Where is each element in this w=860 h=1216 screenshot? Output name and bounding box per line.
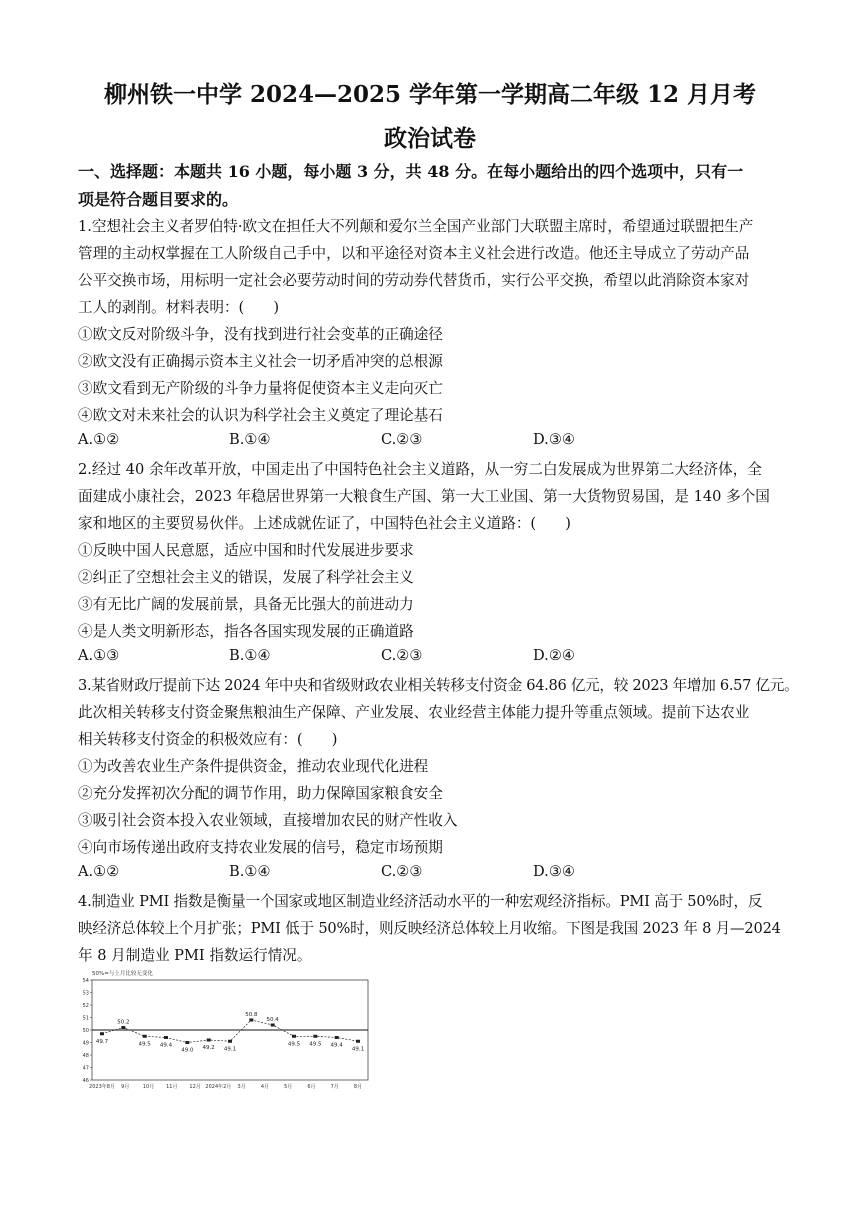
x-tick-label: 2024年2月 (205, 1084, 232, 1090)
x-tick-label: 7月 (330, 1084, 339, 1090)
q2-option-c[interactable]: C.②③ (381, 647, 423, 664)
data-point (185, 1041, 189, 1044)
x-tick-label: 6月 (307, 1084, 316, 1090)
x-tick-label: 4月 (260, 1084, 270, 1090)
data-label: 50.4 (266, 1017, 279, 1023)
data-label: 49.4 (159, 1042, 173, 1049)
q1-statement: ①欧文反对阶级斗争，没有找到进行社会变革的正确途径 (78, 326, 443, 343)
q4-stem-line: 映经济总体较上个月扩张；PMI 低于 50%时，则反映经济总体较上月收缩。下图是我国 2023 年 8 月—2024 (78, 920, 781, 937)
data-point (271, 1024, 275, 1027)
x-tick-label: 10月 (142, 1084, 155, 1090)
data-point (143, 1035, 147, 1038)
q3-option-b[interactable]: B.①④ (229, 863, 271, 880)
q1-stem-line: 管理的主动权掌握在工人阶级自己手中，以和平途径对资本主义社会进行改造。他还主导成立了劳动产品 (78, 245, 750, 262)
data-point (164, 1036, 168, 1039)
q4-stem-line: 年 8 月制造业 PMI 指数运行情况。 (78, 947, 312, 964)
data-point (313, 1035, 317, 1038)
q2-option-b[interactable]: B.①④ (229, 647, 271, 664)
y-tick-label: 48 (82, 1053, 89, 1059)
q4-stem-line: 4.制造业 PMI 指数是衡量一个国家或地区制造业经济活动水平的一种宏观经济指标。PMI 高于 50%时，反 (78, 893, 763, 910)
x-tick-label: 3月 (237, 1084, 246, 1090)
q3-option-c[interactable]: C.②③ (381, 863, 423, 880)
y-tick-label: 51 (82, 1015, 89, 1022)
data-label: 49.1 (351, 1046, 365, 1053)
data-point (207, 1039, 211, 1042)
q2-statement: ②纠正了空想社会主义的错误，发展了科学社会主义 (78, 569, 414, 586)
q1-statement: ③欧文看到无产阶级的斗争力量将促使资本主义走向灭亡 (78, 380, 443, 397)
q3-statement: ①为改善农业生产条件提供资金，推动农业现代化进程 (78, 758, 429, 775)
exam-title: 柳州铁一中学 2024—2025 学年第一学期高二年级 12 月月考 (103, 81, 757, 108)
q1-stem-line: 工人的剥削。材料表明：( ) (78, 299, 280, 316)
q1-option-b[interactable]: B.①④ (229, 431, 271, 448)
data-label: 49.5 (309, 1041, 322, 1048)
x-tick-label: 2023年8月 (89, 1084, 115, 1090)
x-tick-label: 8月 (353, 1084, 363, 1090)
data-label: 50.8 (245, 1012, 258, 1018)
q1-option-a[interactable]: A.①② (78, 431, 120, 448)
x-tick-label: 5月 (284, 1084, 293, 1090)
q1-statement: ④欧文对未来社会的认识为科学社会主义奠定了理论基石 (78, 407, 443, 424)
data-point (356, 1040, 360, 1043)
y-tick-label: 50 (82, 1028, 89, 1034)
pmi-series-line (102, 1020, 358, 1043)
y-tick-label: 54 (82, 978, 89, 984)
q3-option-d[interactable]: D.③④ (533, 863, 575, 880)
pmi-line-chart (80, 966, 376, 1098)
data-point (335, 1036, 339, 1039)
data-point (228, 1040, 232, 1043)
q1-option-d[interactable]: D.③④ (533, 431, 575, 448)
q2-statement: ④是人类文明新形态，指各各国实现发展的正确道路 (78, 623, 414, 640)
data-label: 49.7 (95, 1038, 109, 1045)
chart-title: 50%=与上月比较无变化 (92, 971, 153, 977)
q2-option-a[interactable]: A.①③ (78, 647, 120, 664)
data-label: 49.2 (202, 1045, 215, 1051)
y-tick-label: 52 (82, 1003, 89, 1009)
q3-statement: ④向市场传递出政府支持农业发展的信号，稳定市场预期 (78, 839, 443, 856)
data-point (249, 1019, 253, 1022)
x-tick-label: 9月 (121, 1084, 130, 1090)
x-tick-label: 12月 (189, 1084, 201, 1090)
data-point (121, 1026, 125, 1029)
q3-statement: ②充分发挥初次分配的调节作用，助力保障国家粮食安全 (78, 785, 443, 802)
data-label: 49.5 (138, 1041, 151, 1048)
y-tick-label: 49 (82, 1040, 89, 1047)
data-label: 49.5 (287, 1041, 301, 1048)
x-tick-label: 11月 (166, 1084, 178, 1090)
q3-statement: ③吸引社会资本投入农业领域，直接增加农民的财产性收入 (78, 812, 458, 829)
data-label: 49.1 (223, 1046, 237, 1053)
q1-stem-line: 1.空想社会主义者罗伯特·欧文在担任大不列颠和爱尔兰全国产业部门大联盟主席时，希望通过联盟把生产 (78, 218, 754, 235)
q3-stem-line: 此次相关转移支付资金聚焦粮油生产保障、产业发展、农业经营主体能力提升等重点领域。提前下达农业 (78, 704, 750, 721)
q1-option-c[interactable]: C.②③ (381, 431, 423, 448)
data-label: 49.0 (181, 1047, 194, 1054)
q2-stem-line: 2.经过 40 余年改革开放，中国走出了中国特色社会主义道路，从一穷二白发展成为世界第二大经济体，全 (78, 461, 762, 478)
exam-subtitle: 政治试卷 (384, 125, 476, 152)
q2-statement: ③有无比广阔的发展前景，具备无比强大的前进动力 (78, 596, 414, 613)
q2-stem-line: 家和地区的主要贸易伙伴。上述成就佐证了，中国特色社会主义道路：( ) (78, 515, 571, 532)
y-tick-label: 47 (82, 1065, 89, 1072)
q2-option-d[interactable]: D.②④ (533, 647, 575, 664)
q3-stem-line: 3.某省财政厅提前下达 2024 年中央和省级财政农业相关转移支付资金 64.86 亿元，较 2023 年增加 6.57 亿元。 (78, 677, 799, 694)
y-tick-label: 53 (82, 990, 89, 997)
q3-stem-line: 相关转移支付资金的积极效应有：( ) (78, 731, 338, 748)
q2-stem-line: 面建成小康社会，2023 年稳居世界第一大粮食生产国、第一大工业国、第一大货物贸易国，是 140 多个国 (78, 488, 770, 505)
q3-option-a[interactable]: A.①② (78, 863, 120, 880)
section-heading-line1: 一、选择题：本题共 16 小题，每小题 3 分，共 48 分。在每小题给出的四个选项中，只有一 (78, 162, 744, 181)
data-point (100, 1032, 104, 1035)
q1-statement: ②欧文没有正确揭示资本主义社会一切矛盾冲突的总根源 (78, 353, 443, 370)
y-tick-label: 46 (82, 1078, 89, 1084)
data-label: 49.4 (330, 1042, 343, 1049)
q1-stem-line: 公平交换市场，用标明一定社会必要劳动时间的劳动券代替货币，实行公平交换，希望以此消除资本家对 (78, 272, 750, 289)
q2-statement: ①反映中国人民意愿，适应中国和时代发展进步要求 (78, 542, 414, 559)
data-label: 50.2 (117, 1019, 130, 1026)
section-heading-line2: 项是符合题目要求的。 (78, 190, 239, 209)
data-point (292, 1035, 296, 1038)
